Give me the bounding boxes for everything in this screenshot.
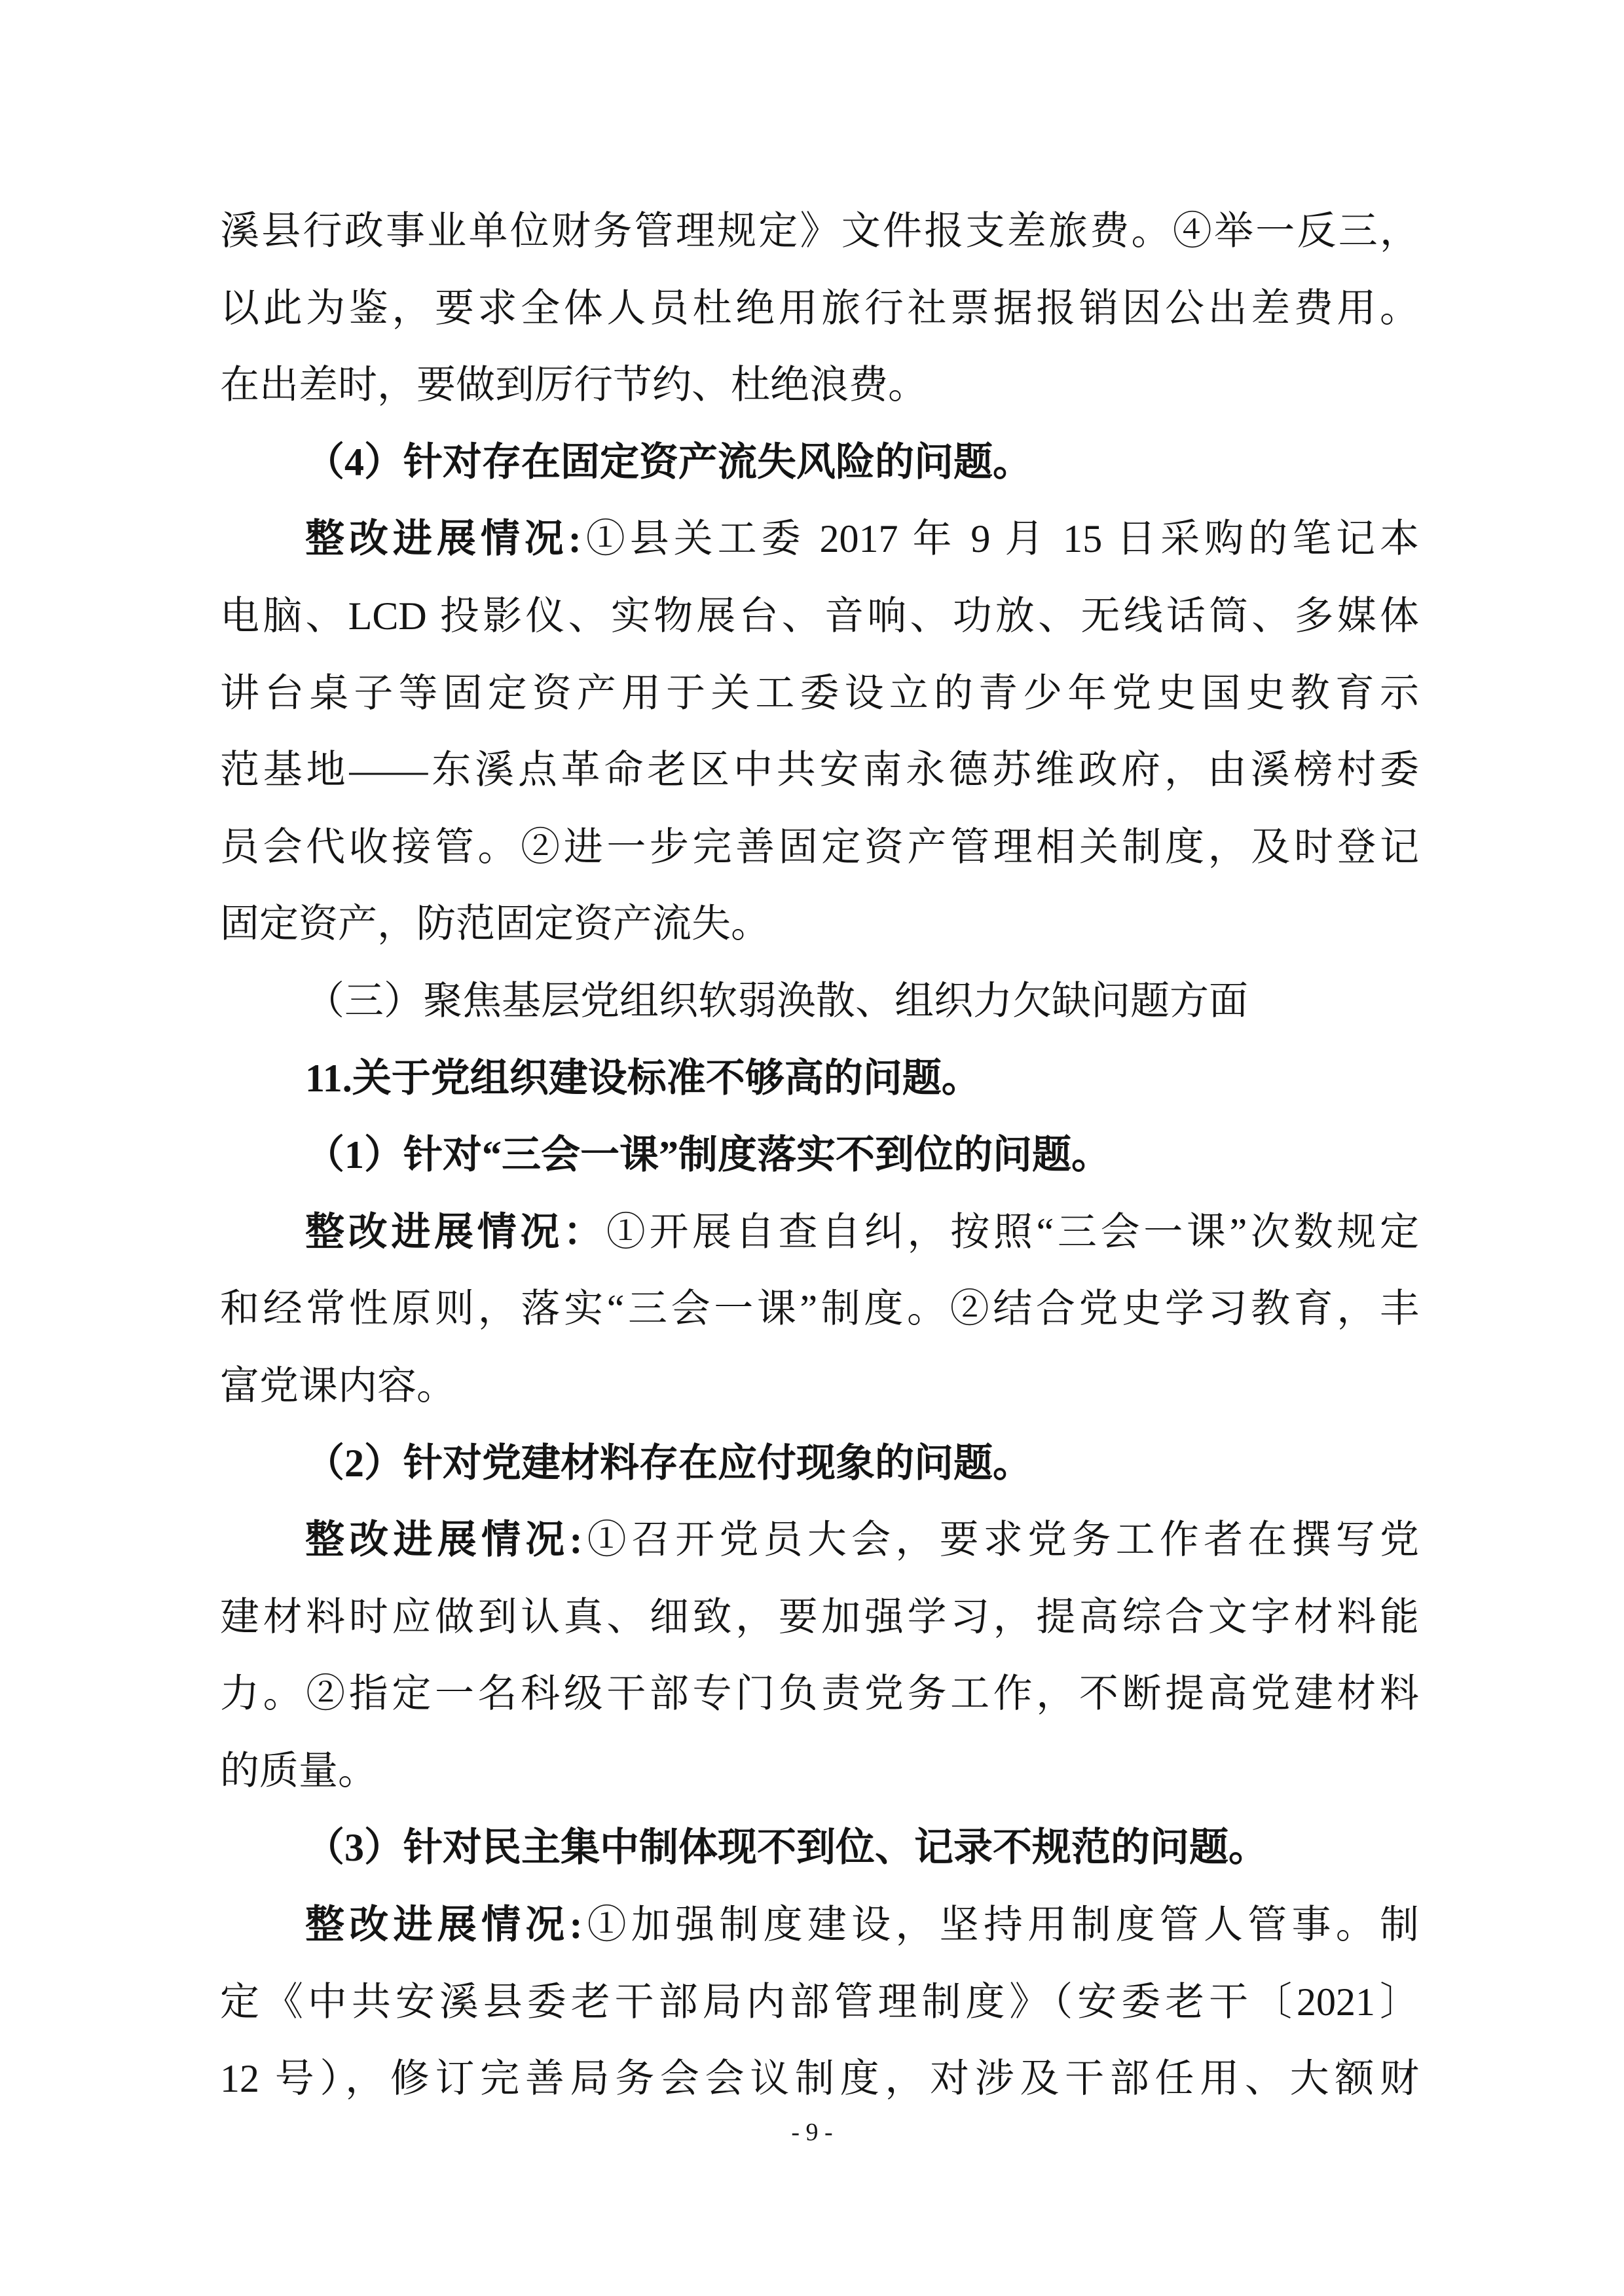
issue-heading: 11.关于党组织建设标准不够高的问题。: [305, 1056, 981, 1100]
text-line: [220, 1502, 1419, 1579]
progress-label: 整改进展情况:: [305, 1518, 583, 1562]
item-heading: （3）针对民主集中制体现不到位、记录不规范的问题。: [305, 1826, 1268, 1870]
text-line: 力。②指定一名科级干部专门负责党务工作，不断提高党建材料: [220, 1672, 1419, 1716]
document-body: [220, 193, 1419, 2118]
paragraph: [220, 501, 1419, 963]
text-line: 电脑、LCD 投影仪、实物展台、音响、功放、无线话筒、多媒体: [220, 594, 1419, 638]
paragraph: [220, 1502, 1419, 1810]
item-heading: （4）针对存在固定资产流失风险的问题。: [305, 440, 1032, 484]
paragraph: [220, 1194, 1419, 1425]
paragraph: [220, 193, 1419, 424]
text-line: [220, 1887, 1419, 1964]
text-line: 在出差时，要做到厉行节约、杜绝浪费。: [220, 363, 927, 407]
text-line: 以此为鉴，要求全体人员杜绝用旅行社票据报销因公出差费用。: [220, 286, 1419, 330]
page-number: - 9 -: [791, 2119, 833, 2146]
text-line: 讲台桌子等固定资产用于关工委设立的青少年党史国史教育示: [220, 671, 1419, 715]
text-span: ①加强制度建设，坚持用制度管人管事。制: [582, 1903, 1419, 1947]
progress-label: 整改进展情况：: [305, 1210, 606, 1254]
item-heading: （1）针对“三会一课”制度落实不到位的问题。: [305, 1133, 1111, 1177]
text-line: 建材料时应做到认真、细致，要加强学习，提高综合文字材料能: [220, 1595, 1419, 1639]
text-span: ①召开党员大会，要求党务工作者在撰写党: [582, 1518, 1419, 1562]
text-line: 固定资产，防范固定资产流失。: [220, 902, 770, 946]
item-heading: （2）针对党建材料存在应付现象的问题。: [305, 1441, 1032, 1485]
progress-label: 整改进展情况:: [305, 517, 581, 561]
section-heading: （三）聚焦基层党组织软弱涣散、组织力欠缺问题方面: [305, 979, 1248, 1023]
text-line: [220, 1194, 1419, 1271]
text-line: 溪县行政事业单位财务管理规定》文件报支差旅费。④举一反三，: [220, 210, 1419, 253]
text-span: ①开展自查自纠，按照“三会一课”次数规定: [606, 1210, 1419, 1254]
paragraph: [220, 1887, 1419, 2118]
text-line: 定《中共安溪县委老干部局内部管理制度》（安委老干〔2021〕: [220, 1980, 1419, 2024]
text-line: 12 号），修订完善局务会会议制度，对涉及干部任用、大额财: [220, 2057, 1419, 2101]
text-line: [220, 501, 1419, 578]
text-line: 范基地——东溪点革命老区中共安南永德苏维政府，由溪榜村委: [220, 748, 1419, 792]
progress-label: 整改进展情况:: [305, 1903, 583, 1947]
text-line: 富党课内容。: [220, 1364, 456, 1408]
text-line: 和经常性原则，落实“三会一课”制度。②结合党史学习教育，丰: [220, 1287, 1419, 1331]
text-line: 员会代收接管。②进一步完善固定资产管理相关制度，及时登记: [220, 825, 1419, 869]
text-span: ①县关工委 2017 年 9 月 15 日采购的笔记本: [581, 517, 1419, 561]
text-line: 的质量。: [220, 1749, 377, 1793]
